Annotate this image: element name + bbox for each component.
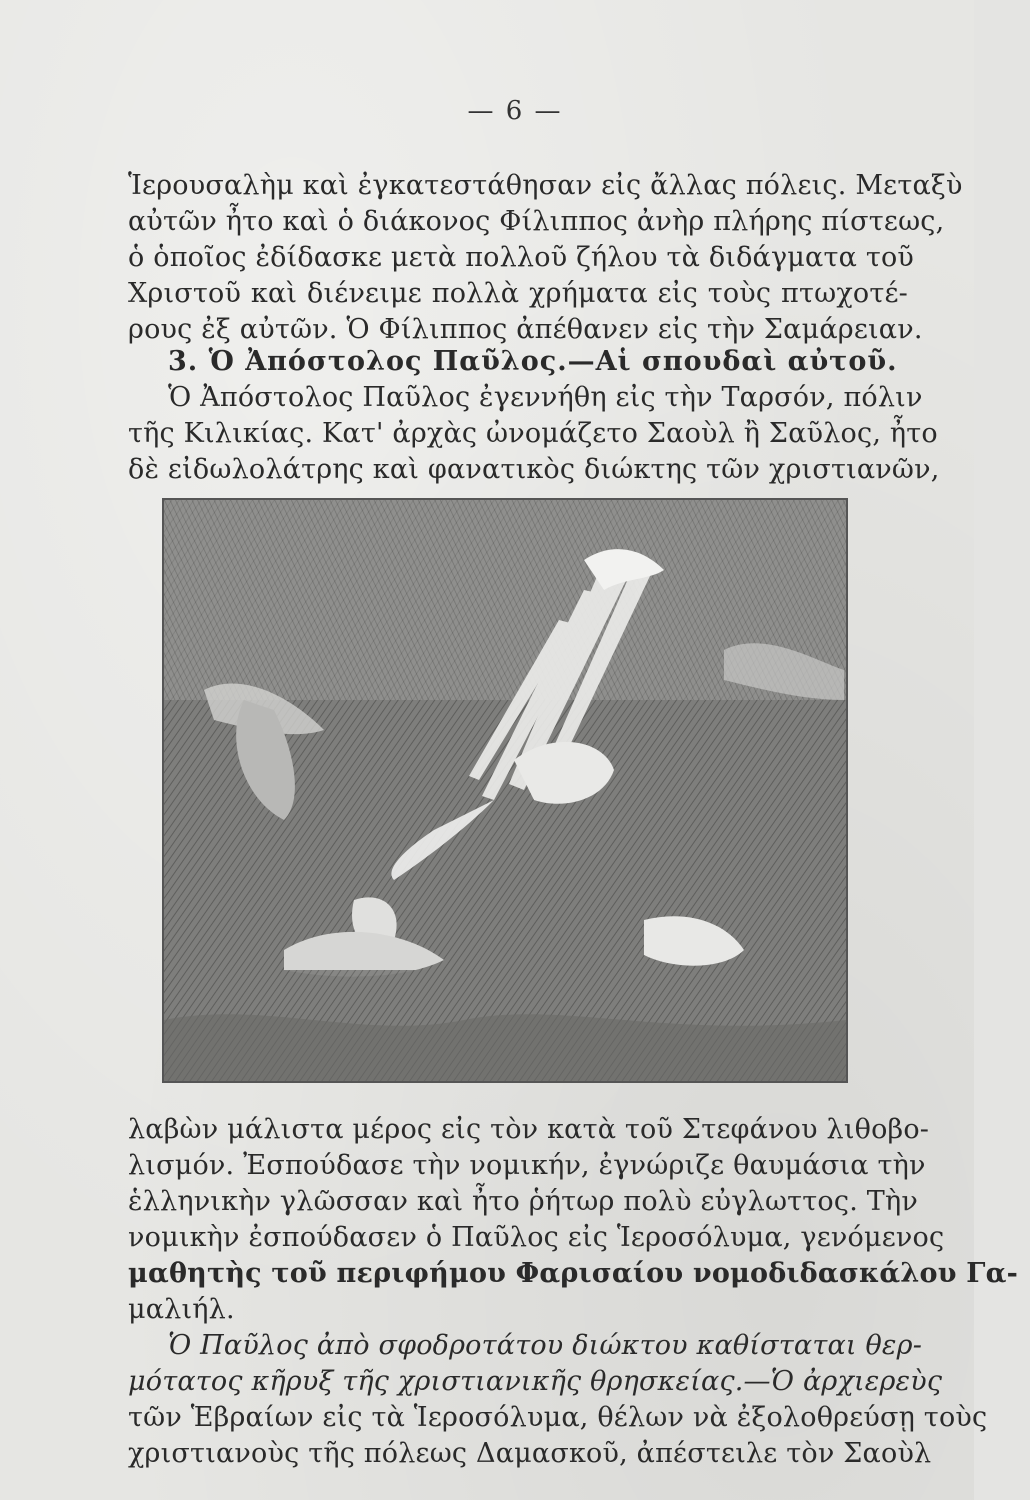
section-heading: 3. Ὁ Ἀπόστολος Παῦλος.—Αἱ σπουδαὶ αὐτοῦ. <box>168 346 898 377</box>
text-line: Ὁ Ἀπόστολος Παῦλος ἐγεννήθη εἰς τὴν Ταρσόν, πόλιν <box>168 382 923 413</box>
text-line: δὲ εἰδωλολάτρης καὶ φανατικὸς διώκτης τῶν χριστιανῶν, <box>128 454 940 485</box>
text-line: χριστιανοὺς τῆς πόλεως Δαμασκοῦ, ἀπέστειλε τὸν Σαοὺλ <box>128 1438 932 1469</box>
text-line: ρους ἐξ αὐτῶν. Ὁ Φίλιππος ἀπέθανεν εἰς τὴν Σαμάρειαν. <box>128 314 923 345</box>
text-line: λισμόν. Ἐσπούδασε τὴν νομικήν, ἐγνώριζε θαυμάσια τὴν <box>128 1150 926 1181</box>
section-3 <box>128 344 940 488</box>
page-number: — 6 — <box>467 96 563 126</box>
woodcut-drawing <box>164 500 846 1081</box>
woodcut-conversion-of-paul-image <box>162 498 848 1083</box>
text-line: ὁ ὁποῖος ἐδίδασκε μετὰ πολλοῦ ζήλου τὰ διδάγματα τοῦ <box>128 242 915 273</box>
text-line: μαλιήλ. <box>128 1294 235 1325</box>
italic-subheading-line: Ὁ Παῦλος ἀπὸ σφοδροτάτου διώκτου καθίσταται θερ- <box>168 1330 923 1361</box>
text-line: τῆς Κιλικίας. Κατ' ἀρχὰς ὠνομάζετο Σαοὺλ ἢ Σαῦλος, ἦτο <box>128 418 938 449</box>
text-line: τῶν Ἑβραίων εἰς τὰ Ἱεροσόλυμα, θέλων νὰ ἐξολοθρεύσῃ τοὺς <box>128 1402 988 1433</box>
text-line: μαθητὴς τοῦ περιφήμου Φαρισαίου νομοδιδασκάλου Γα- <box>128 1258 1019 1289</box>
italic-subheading-line: μότατος κῆρυξ τῆς χριστιανικῆς θρησκείας.—Ὁ ἀρχιερεὺς <box>128 1366 943 1397</box>
top-paragraph <box>128 168 963 348</box>
text-line: λαβὼν μάλιστα μέρος εἰς τὸν κατὰ τοῦ Στεφάνου λιθοβο- <box>128 1114 930 1145</box>
text-line: Ἱερουσαλὴμ καὶ ἐγκατεστάθησαν εἰς ἄλλας πόλεις. Μεταξὺ <box>128 170 963 201</box>
text-line: Χριστοῦ καὶ διένειμε πολλὰ χρήματα εἰς τοὺς πτωχοτέ- <box>128 278 908 309</box>
text-line: ἑλληνικὴν γλῶσσαν καὶ ἦτο ῥήτωρ πολὺ εὐγλωττος. Τὴν <box>128 1186 918 1217</box>
bottom-paragraph <box>128 1112 1019 1472</box>
text-line: αὐτῶν ἦτο καὶ ὁ διάκονος Φίλιππος ἀνὴρ πλήρης πίστεως, <box>128 206 945 237</box>
text-line: νομικὴν ἐσπούδασεν ὁ Παῦλος εἰς Ἱεροσόλυμα, γενόμενος <box>128 1222 945 1253</box>
